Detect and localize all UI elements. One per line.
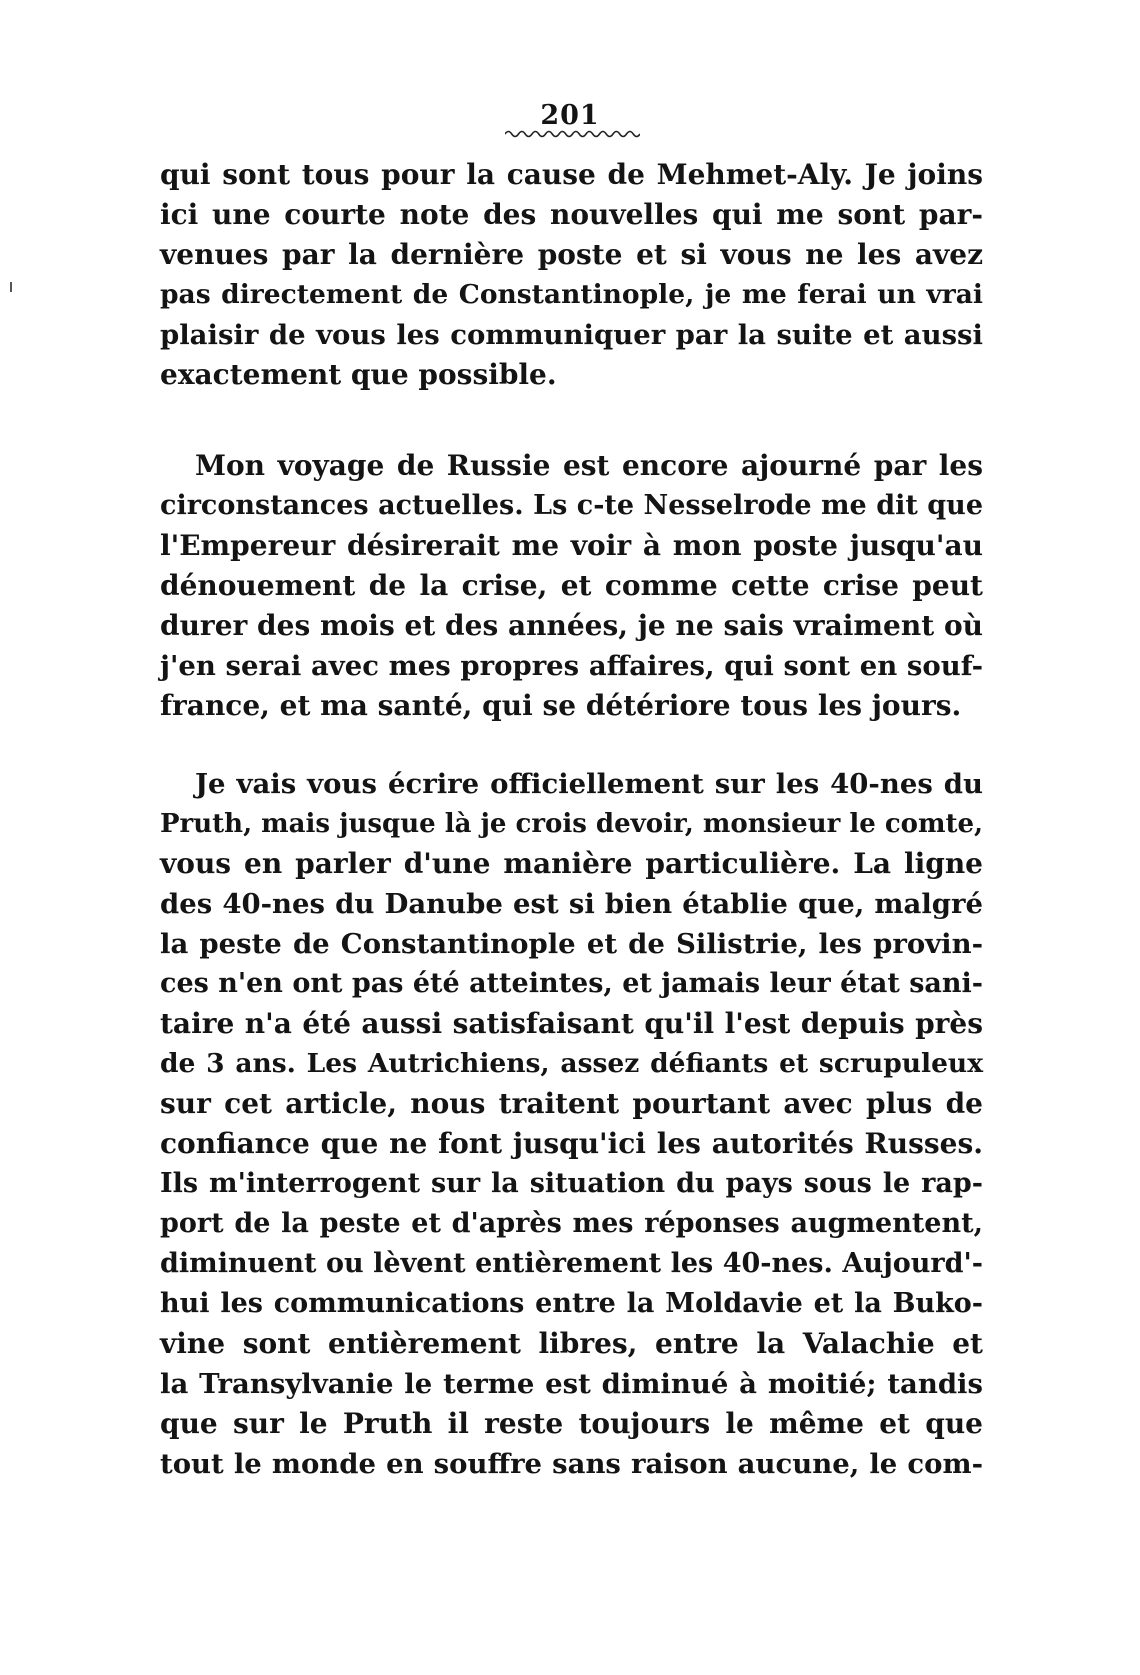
text-line: Je vais vous écrire officiellement sur les 40-nes du — [195, 768, 983, 800]
text-line: de 3 ans. Les Autrichiens, assez défiants et scrupuleux — [160, 1048, 983, 1079]
text-line: Pruth, mais jusque là je crois devoir, monsieur le comte, — [160, 809, 984, 839]
text-line: que sur le Pruth il reste toujours le même et que — [160, 1407, 983, 1440]
text-line: venues par la dernière poste et si vous ne les avez — [160, 238, 983, 271]
text-line: Mon voyage de Russie est encore ajourné par les — [195, 449, 983, 482]
paragraph-3 — [160, 764, 983, 1484]
text-line: la Transylvanie le terme est diminué à moitié; tandis — [160, 1368, 983, 1400]
text-line: vous en parler d'une manière particulière. La ligne — [160, 847, 983, 880]
text-line: plaisir de vous les communiquer par la suite et aussi — [160, 319, 983, 351]
text-line: ces n'en ont pas été atteintes, et jamais leur état sani- — [160, 968, 983, 999]
text-line: port de la peste et d'après mes réponses augmentent, — [160, 1208, 983, 1239]
text-line: circonstances actuelles. Ls c-te Nesselrode me dit que — [160, 490, 983, 521]
page-number: 201 — [540, 100, 600, 131]
text-line: l'Empereur désirerait me voir à mon poste jusqu'au — [160, 529, 983, 562]
text-line: tout le monde en souffre sans raison aucune, le com- — [160, 1448, 983, 1480]
text-line: sur cet article, nous traitent pourtant avec plus de — [160, 1087, 983, 1120]
text-line: pas directement de Constantinople, je me ferai un vrai — [160, 279, 983, 310]
text-line: taire n'a été aussi satisfaisant qu'il l'est depuis près — [160, 1007, 983, 1040]
text-line: france, et ma santé, qui se détériore tous les jours. — [160, 689, 962, 722]
wavy-rule-ornament — [505, 128, 640, 140]
text-line: dénouement de la crise, et comme cette crise peut — [160, 569, 983, 602]
text-line: Ils m'interrogent sur la situation du pays sous le rap- — [160, 1168, 983, 1199]
text-line: diminuent ou lèvent entièrement les 40-nes. Aujourd'- — [160, 1248, 983, 1279]
text-line: des 40-nes du Danube est si bien établie que, malgré — [160, 888, 983, 920]
text-line: qui sont tous pour la cause de Mehmet-Aly. Je joins — [160, 158, 983, 191]
text-line: exactement que possible. — [160, 358, 557, 391]
text-line: confiance que ne font jusqu'ici les autorités Russes. — [160, 1127, 983, 1160]
text-line: j'en serai avec mes propres affaires, qui sont en souf- — [160, 650, 983, 682]
text-line: la peste de Constantinople et de Silistrie, les provin- — [160, 928, 983, 960]
text-line: hui les communications entre la Moldavie et la Buko- — [160, 1288, 983, 1319]
paragraph-2 — [160, 446, 983, 726]
text-line: durer des mois et des années, je ne sais vraiment où — [160, 609, 983, 642]
text-line: vine sont entièrement libres, entre la Valachie et — [160, 1327, 983, 1360]
text-line: ici une courte note des nouvelles qui me sont par- — [160, 198, 983, 231]
paragraph-1 — [160, 155, 983, 395]
margin-mark — [10, 282, 12, 292]
